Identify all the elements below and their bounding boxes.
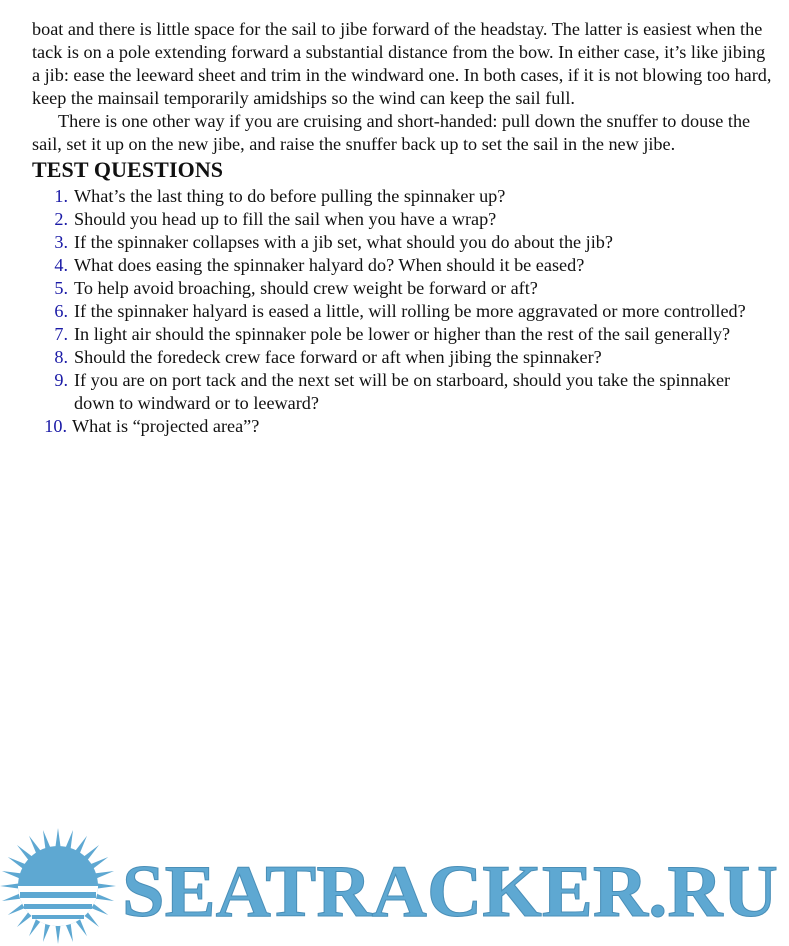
question-text: What’s the last thing to do before pulling the spinnaker up?	[74, 186, 506, 206]
question-text: What does easing the spinnaker halyard do? When should it be eased?	[74, 255, 585, 275]
question-number: 8.	[54, 347, 68, 367]
sun-ray	[96, 883, 116, 888]
question-item	[32, 415, 772, 438]
question-text: Should you head up to fill the sail when you have a wrap?	[74, 209, 497, 229]
test-questions-heading: TEST QUESTIONS	[32, 157, 224, 182]
page-content	[32, 18, 772, 438]
question-text: If the spinnaker collapses with a jib set, what should you do about the jib?	[74, 232, 613, 252]
body-paragraph-other-way: There is one other way if you are cruising and short-handed: pull down the snuffer to douse the sail, set it up on the new jibe, and raise the snuffer back up to set the sail in the new jibe.	[32, 111, 751, 154]
question-number: 6.	[54, 301, 68, 321]
question-item	[32, 300, 772, 323]
question-text: Should the foredeck crew face forward or aft when jibing the spinnaker?	[74, 347, 602, 367]
question-item	[32, 254, 772, 277]
question-number: 5.	[54, 278, 68, 298]
sun-ray	[55, 924, 60, 944]
question-item	[32, 346, 772, 369]
question-number: 1.	[54, 186, 68, 206]
question-item	[32, 208, 772, 231]
question-text: In light air should the spinnaker pole be lower or higher than the rest of the sail generally?	[74, 324, 731, 344]
sun-ray	[0, 883, 20, 888]
question-item	[32, 231, 772, 254]
sun-over-sea-logo-icon	[0, 828, 116, 944]
seatracker-watermark	[0, 826, 789, 946]
body-paragraph-continued: boat and there is little space for the sail to jibe forward of the headstay. The latter is easiest when the tack is on a pole extending forward a substantial distance from the bow. In either case, it’s like jibing a jib: ease the leeward sheet and trim in the windward one. In both cases, if it is not blowing too hard, keep the mainsail temporarily amidships so the wind can keep the sail full.	[32, 19, 772, 108]
question-number: 3.	[54, 232, 68, 252]
question-text: If the spinnaker halyard is eased a little, will rolling be more aggravated or more controlled?	[74, 301, 746, 321]
question-text: What is “projected area”?	[72, 416, 260, 436]
question-number: 2.	[54, 209, 68, 229]
sun-ray	[55, 828, 60, 848]
question-text: To help avoid broaching, should crew weight be forward or aft?	[74, 278, 538, 298]
question-item	[32, 369, 772, 415]
question-text: If you are on port tack and the next set will be on starboard, should you take the spinnaker down to windward or to leeward?	[74, 370, 731, 413]
question-item	[32, 277, 772, 300]
question-number: 4.	[54, 255, 68, 275]
question-number: 9.	[54, 370, 68, 390]
question-number: 10.	[44, 416, 67, 436]
test-questions-list	[32, 185, 772, 438]
watermark-text: SEATRACKER.RU	[122, 851, 778, 933]
question-item	[32, 323, 772, 346]
question-item	[32, 185, 772, 208]
question-number: 7.	[54, 324, 68, 344]
